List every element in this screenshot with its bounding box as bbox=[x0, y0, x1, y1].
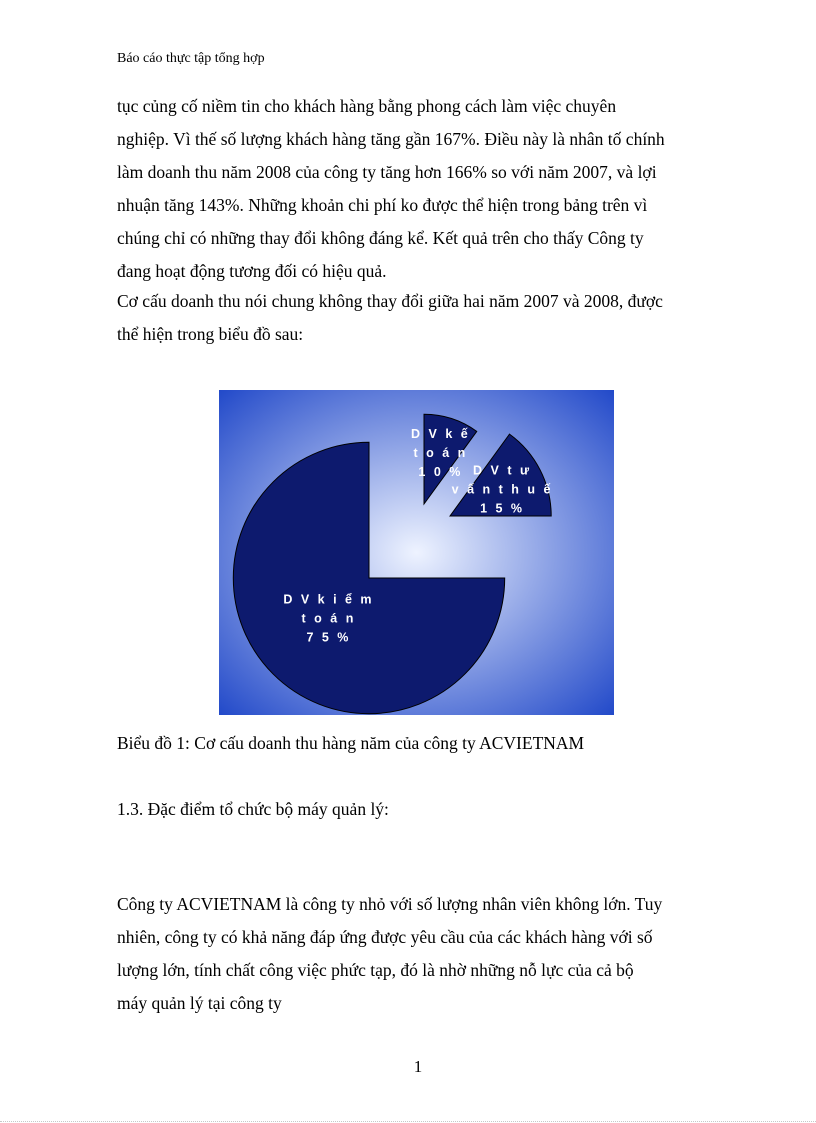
body-paragraph-2 bbox=[117, 285, 737, 351]
pie-slice-label-line: D V t ư bbox=[473, 463, 532, 478]
chart-caption: Biểu đồ 1: Cơ cấu doanh thu hàng năm của công ty ACVIETNAM bbox=[117, 733, 585, 753]
text-line: tục củng cố niềm tin cho khách hàng bằng phong cách làm việc chuyên bbox=[117, 96, 617, 116]
pie-slice-label-line: D V k i ể m bbox=[283, 592, 375, 607]
pie-slice-label-line: v ấ n t h u ế bbox=[451, 482, 553, 497]
pie-slice-label-line: t o á n bbox=[413, 445, 468, 460]
pie-slice-label bbox=[411, 427, 470, 479]
page-header: Báo cáo thực tập tổng hợp bbox=[117, 51, 265, 66]
body-paragraph-3 bbox=[117, 888, 737, 1020]
body-paragraph-1 bbox=[117, 90, 737, 288]
pie-slice-label-line: D V k ế bbox=[411, 426, 471, 441]
section-heading: 1.3. Đặc điểm tổ chức bộ máy quản lý: bbox=[117, 799, 389, 819]
text-line: nghiệp. Vì thế số lượng khách hàng tăng gần 167%. Điều này là nhân tố chính bbox=[117, 129, 665, 149]
text-line: Công ty ACVIETNAM là công ty nhỏ với số lượng nhân viên không lớn. Tuy bbox=[117, 894, 663, 914]
text-line: máy quản lý tại công ty bbox=[117, 993, 282, 1013]
pie-slice-label-line: 1 0 % bbox=[418, 464, 463, 479]
page-bottom-divider bbox=[0, 1121, 816, 1122]
text-line: thể hiện trong biểu đồ sau: bbox=[117, 324, 304, 344]
text-line: Cơ cấu doanh thu nói chung không thay đổi giữa hai năm 2007 và 2008, được bbox=[117, 291, 663, 311]
pie-slice-label-line: t o á n bbox=[301, 611, 356, 626]
text-line: lượng lớn, tính chất công việc phức tạp, đó là nhờ những nỗ lực của cả bộ bbox=[117, 960, 634, 980]
pie-chart-canvas bbox=[219, 390, 614, 715]
text-line: nhiên, công ty có khả năng đáp ứng được yêu cầu của các khách hàng với số bbox=[117, 927, 653, 947]
revenue-structure-pie-chart bbox=[219, 390, 614, 715]
text-line: đang hoạt động tương đối có hiệu quả. bbox=[117, 261, 387, 281]
text-line: chúng chỉ có những thay đổi không đáng kể. Kết quả trên cho thấy Công ty bbox=[117, 228, 644, 248]
text-line: làm doanh thu năm 2008 của công ty tăng hơn 166% so với năm 2007, và lợi bbox=[117, 162, 657, 182]
page-number: 1 bbox=[413, 1057, 423, 1076]
pie-slice-label-line: 1 5 % bbox=[480, 501, 525, 516]
text-line: nhuận tăng 143%. Những khoản chi phí ko được thể hiện trong bảng trên vì bbox=[117, 195, 648, 215]
pie-slice-label-line: 7 5 % bbox=[306, 630, 351, 645]
